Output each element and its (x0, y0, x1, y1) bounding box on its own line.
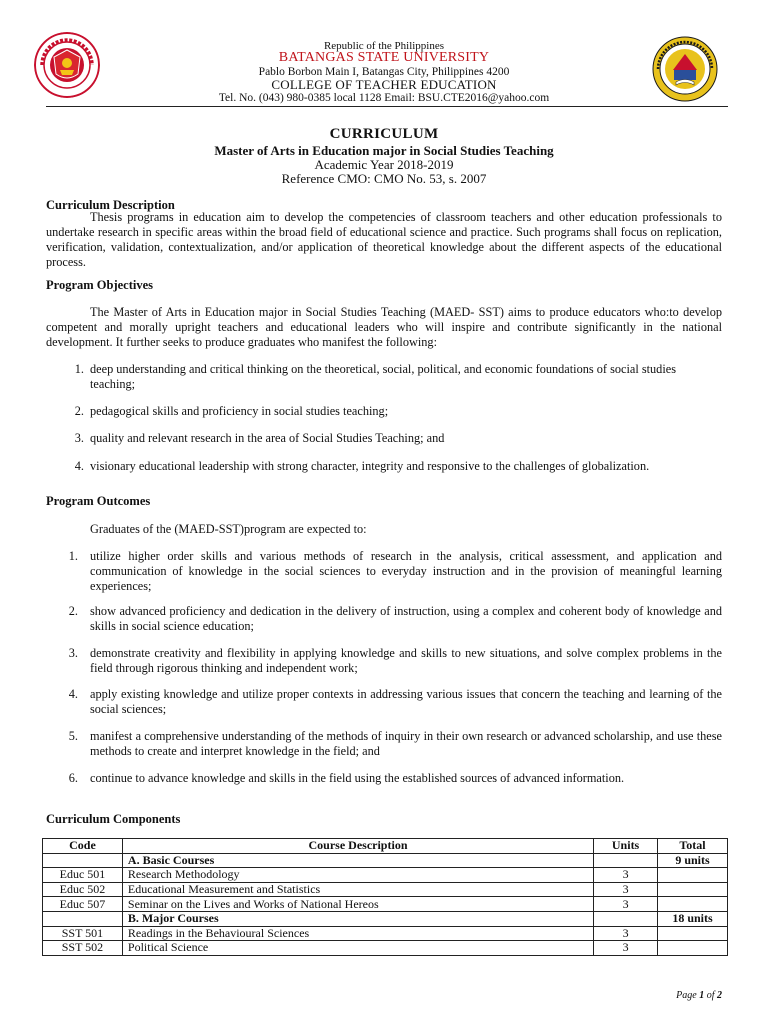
table-row: SST 501 Readings in the Behavioural Sciences 3 (43, 926, 728, 941)
column-header-description: Course Description (122, 839, 593, 854)
header-country: Republic of the Philippines (323, 40, 445, 52)
curriculum-table (42, 838, 728, 956)
column-header-code: Code (43, 839, 123, 854)
header-contact: Tel. No. (043) 980-0385 local 1128 Email: BSU.CTE2016@yahoo.com (218, 92, 550, 104)
reference-cmo: Reference CMO: CMO No. 53, s. 2007 (281, 171, 487, 186)
document-title: CURRICULUM (329, 126, 439, 142)
program-title: Master of Arts in Education major in Social Studies Teaching (214, 143, 554, 158)
table-row: Educ 502 Educational Measurement and Statistics 3 (43, 882, 728, 897)
objectives-heading: Program Objectives (46, 278, 154, 292)
column-header-total: Total (658, 839, 728, 854)
table-row: Educ 507 Seminar on the Lives and Works of National Hereos 3 (43, 897, 728, 912)
table-row: B. Major Courses 18 units (43, 911, 728, 926)
page-number: Page 1 of 2 (676, 990, 722, 1001)
objectives-intro: The Master of Arts in Education major in Social Studies Teaching (MAED- SST) aims to produce educators who:to develop competent and morally upright teachers and educational leaders who will inspire and contribute significantly in the national development. It further seeks to produce graduates who manifest the following: (46, 305, 722, 349)
table-row: SST 502 Political Science 3 (43, 941, 728, 956)
table-header-row (43, 839, 728, 854)
outcomes-intro: Graduates of the (MAED-SST)program are expected to: (90, 522, 367, 536)
components-heading: Curriculum Components (46, 812, 181, 826)
header-university: BATANGAS STATE UNIVERSITY (278, 50, 490, 65)
academic-year: Academic Year 2018-2019 (314, 157, 454, 172)
document-page: Republic of the Philippines BATANGAS STATE UNIVERSITY Pablo Borbon Main I, Batangas City, Philippines 4200 COLLEGE OF TEACHER EDUCATION Tel. No. (043) 980-0385 local 1128 Email: BSU.CTE2016@yahoo.com CURRICULUM Master of Arts in Education major in Social Studies Teaching Academic Year 2018-2019 Reference CMO: CMO No. 53, s. 2007 Curriculum Description Thesis programs in education aim to develop the competencies of classroom teachers and other education professionals to undertake research in specific areas within the broad field of educational science and practice. Such programs shall focus on replication, verification, validation, contextualization, and/or application of theoretical knowledge about the different aspects of the educational process. Program Objectives The Master of Arts in Education major in Social Studies Teaching (MAED- SST) aims to produce educators who:to develop competent and morally upright teachers and educational leaders who will inspire and contribute significantly in the national development. It further seeks to produce graduates who manifest the following: 1. deep understanding and critical thinking on the theoretical, social, political, and economic foundations of social studies teaching; 2. pedagogical skills and proficiency in social studies teaching; 3. quality and relevant research in the area of Social Studies Teaching; and 4. visionary educational leadership with strong character, integrity and responsive to the challenges of globalization. Program Outcomes Graduates of the (MAED-SST)program are expected to: 1. utilize higher order skills and various methods of research in the analysis, critical assessment, and application and communication of knowledge in the social sciences to everyday instruction and in the provision of meaningful learning experiences; 2. show advanced proficiency and dedication in the delivery of instruction, using a complex and coherent body of knowledge and skills in social science education; 3. demonstrate creativity and flexibility in applying knowledge and skills to new situations, and solve complex problems in the field through rigorous thinking and independent work; 4. apply existing knowledge and utilize proper contexts in addressing various issues that concern the teaching and learning of the social sciences; 5. manifest a comprehensive understanding of the methods of inquiry in their own research or advanced scholarship, and use these methods to create and interpret knowledge in the field; and 6. continue to advance knowledge and skills in the field using the established sources of advanced information. Curriculum Components Code Course Description Units Total A. Basic Courses 9 units Educ 501 Research Methodology 3 Educ 502 Educational Measurement and Statistics 3 Educ 507 Seminar on the Lives and Works of National Hereos 3 B. Major Courses 18 units SST 501 Readings in the Behavioural Sciences 3 SST 502 Political Science 3 Page 1 of 2 (0, 0, 768, 1024)
description-text: Thesis programs in education aim to develop the competencies of classroom teachers and other education professionals to undertake research in specific areas within the broad field of educational science and practice. Such programs shall focus on replication, verification, validation, contextualization, and/or application of theoretical knowledge about the different aspects of the educational process. (46, 210, 722, 269)
table-row: A. Basic Courses 9 units (43, 853, 728, 868)
header-address: Pablo Borbon Main I, Batangas City, Philippines 4200 (258, 66, 510, 78)
table-row: Educ 501 Research Methodology 3 (43, 868, 728, 883)
column-header-units: Units (594, 839, 658, 854)
outcomes-heading: Program Outcomes (46, 494, 151, 508)
header-college: COLLEGE OF TEACHER EDUCATION (271, 77, 497, 92)
header-divider (46, 106, 728, 107)
description-heading: Curriculum Description (46, 198, 175, 212)
